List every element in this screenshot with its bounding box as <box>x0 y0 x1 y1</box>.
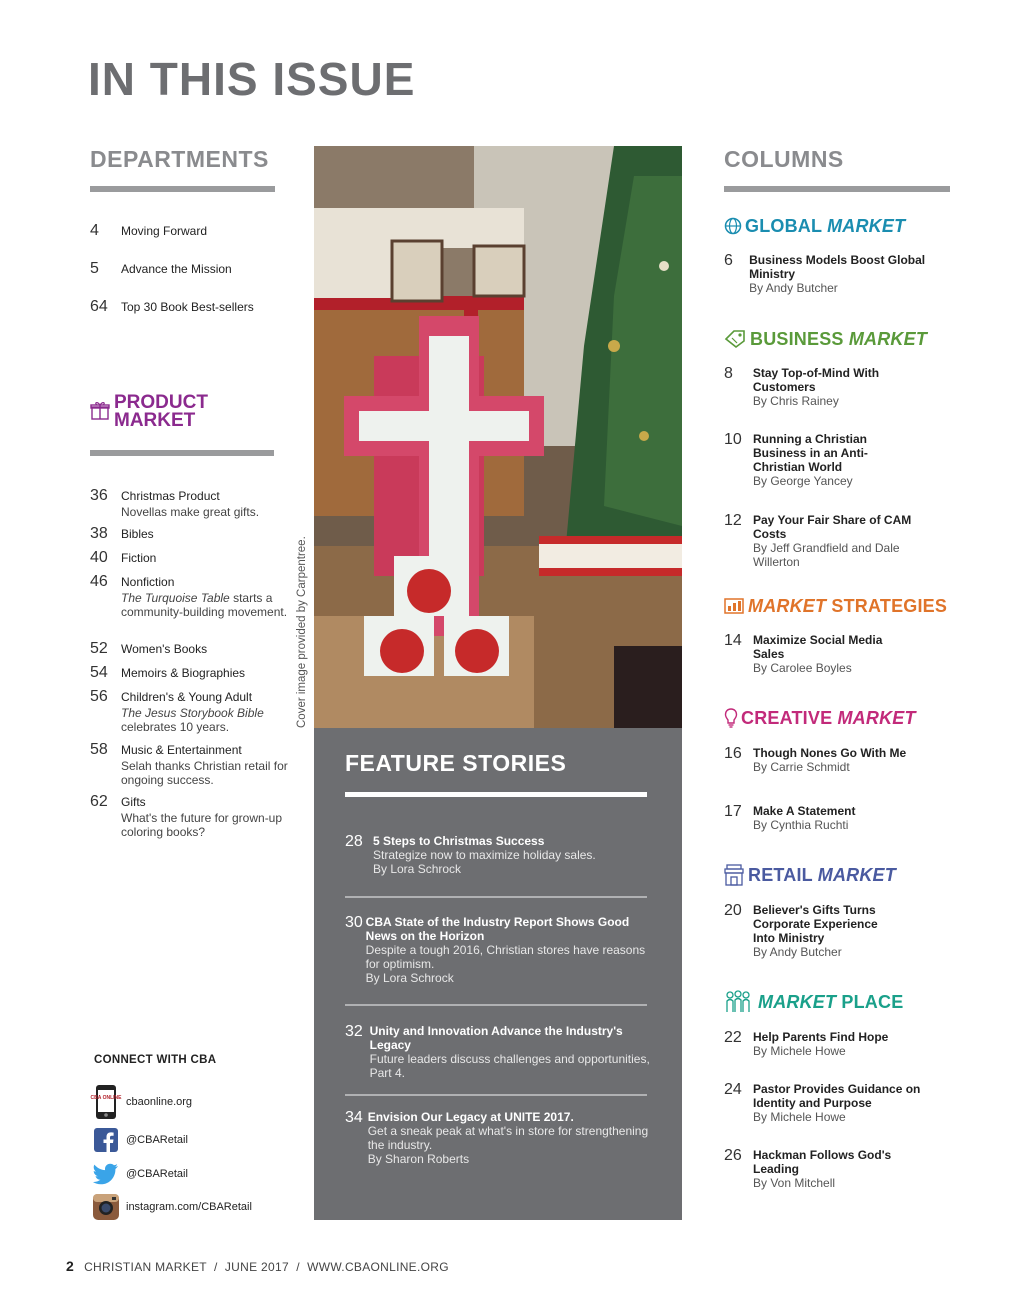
column-title: Pastor Provides Guidance on Identity and Purpose <box>753 1082 921 1110</box>
page-footer <box>66 1258 449 1274</box>
feature-rule <box>345 792 647 797</box>
brand-word-market: MARKET <box>848 329 928 349</box>
item-title: Music & Entertainment <box>121 743 242 757</box>
item-description-italic: The Jesus Storybook Bible <box>121 706 264 720</box>
column-byline: By Chris Rainey <box>752 394 839 408</box>
social-label: @CBARetail <box>126 1168 188 1180</box>
column-title: Running a Christian Business in an Anti-Christian World <box>753 432 868 474</box>
item-title: Nonfiction <box>121 575 175 589</box>
feature-divider <box>345 1004 647 1006</box>
item-page-number: 40 <box>90 549 108 566</box>
column-item[interactable] <box>724 1148 944 1190</box>
item-page-number: 52 <box>90 640 108 657</box>
brand-word-market: MARKET <box>837 708 916 728</box>
item-title: Women's Books <box>121 642 208 656</box>
column-byline: By Jeff Grandfield and Dale Willerton <box>753 541 900 569</box>
feature-page-number: 28 <box>345 833 363 850</box>
product-market-line1: PRODUCT <box>114 392 208 413</box>
column-page-number: 26 <box>724 1147 742 1164</box>
feature-page-number: 32 <box>345 1023 363 1040</box>
item-description <box>121 706 290 734</box>
column-page-number: 20 <box>724 902 742 919</box>
list-item[interactable] <box>90 793 290 839</box>
departments-heading: DEPARTMENTS <box>90 146 269 172</box>
column-title: Believer's Gifts Turns Corporate Experience Into Ministry <box>753 903 878 945</box>
tag-icon <box>724 330 746 348</box>
list-item[interactable] <box>90 487 290 519</box>
column-byline: By Von Mitchell <box>753 1176 836 1190</box>
page-title: IN THIS ISSUE <box>88 53 416 105</box>
people-icon <box>724 990 752 1014</box>
feature-stories-panel <box>314 728 682 1220</box>
item-title: Gifts <box>121 795 146 809</box>
column-page-number: 14 <box>724 632 742 649</box>
item-page-number: 58 <box>90 741 108 758</box>
chart-icon <box>724 597 744 615</box>
columns-heading: COLUMNS <box>724 146 844 172</box>
dept-item[interactable] <box>90 298 254 316</box>
twitter-icon <box>94 1160 118 1188</box>
feature-page-number: 30 <box>345 914 363 931</box>
column-title: Maximize Social Media Sales <box>753 633 883 661</box>
feature-divider <box>345 1094 647 1096</box>
column-item[interactable] <box>724 432 944 488</box>
product-market-rule <box>90 450 274 456</box>
footer-text: CHRISTIAN MARKET / JUNE 2017 / WWW.CBAONLINE.ORG <box>84 1260 449 1274</box>
item-page-number: 36 <box>90 487 108 504</box>
departments-rule <box>90 186 275 192</box>
twitter-link[interactable] <box>94 1160 188 1188</box>
column-item[interactable] <box>724 1082 944 1124</box>
column-item[interactable] <box>724 804 944 832</box>
list-item[interactable] <box>90 525 290 543</box>
column-item[interactable] <box>724 513 944 569</box>
column-title: Hackman Follows God's Leading <box>753 1148 892 1176</box>
column-page-number: 12 <box>724 512 742 529</box>
column-page-number: 6 <box>724 252 733 269</box>
website-link[interactable] <box>90 1084 193 1120</box>
item-description-rest: starts a community-building movement. <box>121 591 288 619</box>
item-description-rest: celebrates 10 years. <box>121 720 230 734</box>
brand-word-market: MARKET <box>817 865 896 885</box>
item-title: Christmas Product <box>121 489 220 503</box>
column-byline: By Andy Butcher <box>749 281 838 295</box>
instagram-link[interactable] <box>94 1193 252 1221</box>
list-item[interactable] <box>90 640 290 658</box>
column-title: Pay Your Fair Share of CAM Costs <box>753 513 912 541</box>
column-page-number: 22 <box>724 1029 742 1046</box>
feature-description: Despite a tough 2016, Christian stores have reasons for optimism. <box>365 943 646 971</box>
item-page-number: 38 <box>90 525 108 542</box>
column-item[interactable] <box>724 1030 944 1058</box>
cover-photo <box>314 146 682 728</box>
brand-word-strategies: STRATEGIES <box>831 596 948 616</box>
lightbulb-icon <box>724 708 738 728</box>
feature-item[interactable] <box>345 915 650 985</box>
brand-word: MARKET <box>758 992 842 1012</box>
feature-title: Unity and Innovation Advance the Industry's Legacy <box>369 1024 623 1052</box>
feature-byline: By Lora Schrock <box>373 862 462 876</box>
item-description-italic: The Turquoise Table <box>121 591 230 605</box>
columns-rule <box>724 186 950 192</box>
globe-icon <box>724 217 742 235</box>
column-byline: By Andy Butcher <box>753 945 842 959</box>
brand-word: CREATIVE <box>741 708 838 728</box>
feature-divider <box>345 896 647 898</box>
cover-photo-illustration <box>314 146 682 728</box>
brand-word-place: PLACE <box>841 992 904 1012</box>
dept-title: Advance the Mission <box>121 262 232 276</box>
column-page-number: 8 <box>724 365 733 382</box>
feature-item[interactable] <box>345 1110 650 1166</box>
item-title: Bibles <box>121 527 154 541</box>
social-label: cbaonline.org <box>126 1096 193 1108</box>
column-byline: By Carrie Schmidt <box>753 760 850 774</box>
dept-page-number: 64 <box>90 298 108 315</box>
feature-byline: By Lora Schrock <box>365 971 454 985</box>
instagram-icon <box>94 1193 118 1221</box>
column-title: Stay Top-of-Mind With Customers <box>752 366 880 394</box>
column-byline: By Cynthia Ruchti <box>753 818 849 832</box>
item-title: Memoirs & Biographies <box>121 666 246 680</box>
social-label: instagram.com/CBARetail <box>126 1201 252 1213</box>
dept-item[interactable] <box>90 260 232 278</box>
column-byline: By Michele Howe <box>753 1044 846 1058</box>
facebook-link[interactable] <box>94 1126 188 1154</box>
column-item[interactable] <box>724 633 944 675</box>
brand-word: BUSINESS <box>750 329 849 349</box>
dept-page-number: 4 <box>90 222 99 239</box>
business-market-brand <box>724 330 927 348</box>
list-item[interactable] <box>90 573 290 619</box>
market-place-brand <box>724 990 903 1014</box>
column-page-number: 24 <box>724 1081 742 1098</box>
column-item[interactable] <box>724 253 944 295</box>
item-description: Selah thanks Christian retail for ongoing success. <box>121 759 288 787</box>
column-item[interactable] <box>724 903 944 959</box>
column-byline: By Carolee Boyles <box>753 661 852 675</box>
list-item[interactable] <box>90 741 290 787</box>
cover-credit: Cover image provided by Carpentree. <box>296 536 308 728</box>
brand-word: RETAIL <box>748 865 818 885</box>
feature-title: 5 Steps to Christmas Success <box>373 834 545 848</box>
feature-description: Strategize now to maximize holiday sales. <box>373 848 596 862</box>
feature-stories-heading: FEATURE STORIES <box>345 750 567 776</box>
facebook-icon <box>94 1126 118 1154</box>
brand-word: MARKET <box>748 596 832 616</box>
column-item[interactable] <box>724 366 944 408</box>
product-market-brand <box>90 394 208 430</box>
list-item[interactable] <box>90 664 290 682</box>
column-page-number: 16 <box>724 745 742 762</box>
feature-item[interactable] <box>345 834 650 876</box>
global-market-brand <box>724 217 905 235</box>
column-byline: By George Yancey <box>753 474 853 488</box>
item-description: What's the future for grown-up coloring books? <box>121 811 283 839</box>
gift-icon <box>90 400 110 420</box>
dept-page-number: 5 <box>90 260 99 277</box>
dept-title: Top 30 Book Best-sellers <box>121 300 254 314</box>
page-number: 2 <box>66 1258 75 1274</box>
market-strategies-brand <box>724 597 947 615</box>
item-title: Fiction <box>121 551 157 565</box>
item-page-number: 62 <box>90 793 108 810</box>
column-page-number: 10 <box>724 431 742 448</box>
feature-description: Future leaders discuss challenges and opportunities, Part 4. <box>369 1052 650 1080</box>
item-page-number: 56 <box>90 688 108 705</box>
dept-item[interactable] <box>90 222 207 240</box>
retail-market-brand <box>724 864 896 886</box>
item-page-number: 46 <box>90 573 108 590</box>
product-market-line2: MARKET <box>114 410 196 431</box>
dept-title: Moving Forward <box>121 224 208 238</box>
brand-word-market: MARKET <box>827 216 906 236</box>
feature-title: Envision Our Legacy at UNITE 2017. <box>367 1110 574 1124</box>
phone-icon-text: CBA ONLINE <box>90 1095 122 1101</box>
item-description <box>121 591 290 619</box>
creative-market-brand <box>724 708 916 728</box>
storefront-icon <box>724 864 744 886</box>
feature-byline: By Sharon Roberts <box>367 1152 470 1166</box>
feature-title: CBA State of the Industry Report Shows Good News on the Horizon <box>365 915 630 943</box>
phone-icon <box>90 1084 122 1120</box>
list-item[interactable] <box>90 549 290 567</box>
feature-item[interactable] <box>345 1024 650 1080</box>
item-description: Novellas make great gifts. <box>121 505 260 519</box>
column-title: Help Parents Find Hope <box>753 1030 889 1044</box>
list-item[interactable] <box>90 688 290 734</box>
column-page-number: 17 <box>724 803 742 820</box>
column-item[interactable] <box>724 746 944 774</box>
column-title: Though Nones Go With Me <box>753 746 907 760</box>
feature-page-number: 34 <box>345 1109 363 1126</box>
column-byline: By Michele Howe <box>753 1110 846 1124</box>
feature-description: Get a sneak peak at what's in store for strengthening the industry. <box>367 1124 649 1152</box>
item-page-number: 54 <box>90 664 108 681</box>
connect-heading: CONNECT WITH CBA <box>94 1054 217 1066</box>
column-title: Business Models Boost Global Ministry <box>749 253 926 281</box>
item-title: Children's & Young Adult <box>121 690 253 704</box>
social-label: @CBARetail <box>126 1134 188 1146</box>
brand-word: GLOBAL <box>745 216 828 236</box>
column-title: Make A Statement <box>753 804 856 818</box>
